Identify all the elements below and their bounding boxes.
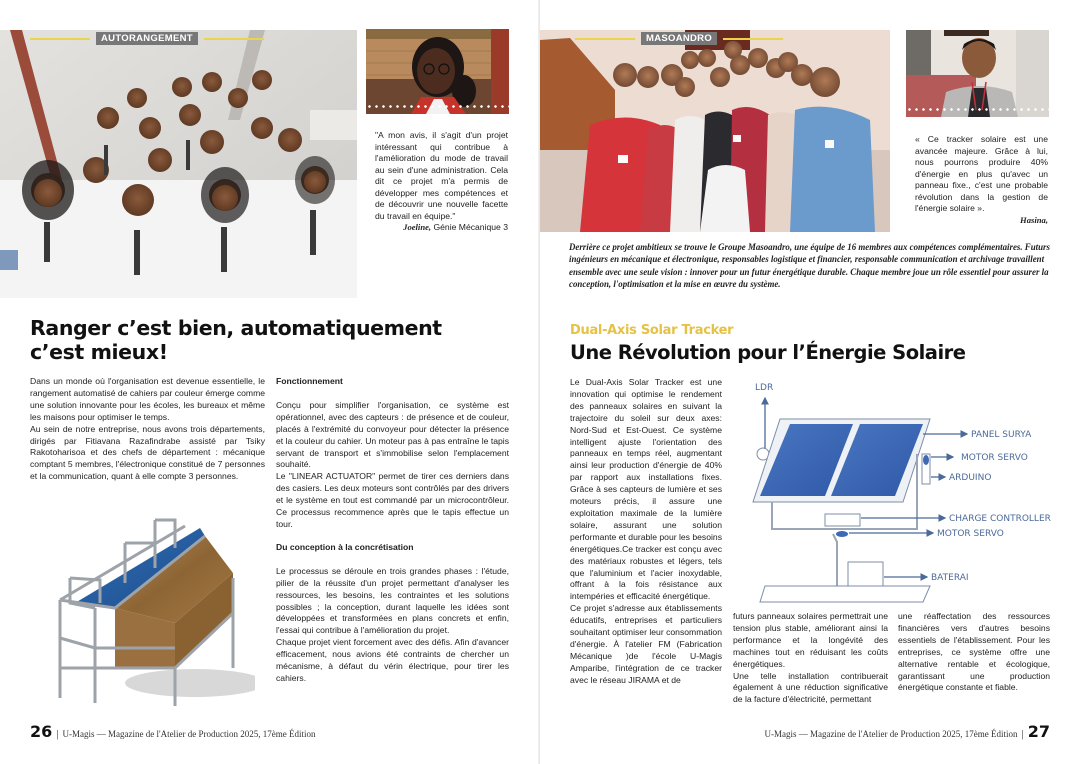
section-tag-label: MASOANDRO xyxy=(641,32,717,45)
col1-paragraph: Le Dual-Axis Solar Tracker est une innovation qui optimise le rendement des panneaux solaires en suivant la trajectoire du soleil sur deux axes: Nord-Sud et Est-Ouest. Ce système intelligent ajuste l'orientation des panneaux en temps réel, augmentant ainsi leur production d'énergie de 40% par rapport aux installations fixes. Grâce à ses capteurs de lumière et ses moteurs précis, il assure une exploitation maximale de la lumière solaire, assurant une solution performante et durable pour les besoins énergétiques.Ce tracker est conçu avec des matériaux robustes et légers, tels que l'aluminium et l'acier inoxydable, offrant à la fois résistance aux intempéries et efficacité énergétique. xyxy=(570,377,722,602)
footer-separator: | xyxy=(56,728,59,740)
section-tag-label: AUTORANGEMENT xyxy=(96,32,198,45)
author-role: Génie Mécanique 3 xyxy=(433,222,508,232)
intro-paragraph: Au sein de notre entreprise, nous avons trois départements, dirigés par Fitiavana Razafindrabe assisté par Tsiky Rakotoharisoa et des chefs de département : mécanique comptant 5 membres, l'électronique constitué de 7 personnes et la communication, quant à elle compte 3 personnes. xyxy=(30,423,265,482)
intro-column xyxy=(30,376,265,483)
article-title-left: Ranger c’est bien, automatiquement c’est mieux! xyxy=(30,316,442,364)
footer-separator: | xyxy=(1021,728,1024,740)
label-motor-servo-top: MOTOR SERVO xyxy=(961,453,1028,463)
photo-dotted-line xyxy=(906,108,1049,111)
page-number: 27 xyxy=(1027,722,1050,741)
tag-line-right xyxy=(204,38,264,40)
article-kicker: Dual-Axis Solar Tracker xyxy=(570,323,734,338)
section2-paragraph: Le processus se déroule en trois grandes phases : l'étude, pilier de la réussite d'un projet permettant d'analyser les ressources, les besoins, les contraintes et les solutions possibles ; la conception, durant laquelle les idées sont développées et transformées en plans concrets et enfin, l'essai qui contribue à l'amélioration du projet. xyxy=(276,565,509,636)
footer-text: U-Magis — Magazine de l'Atelier de Production 2025, 17ème Édition xyxy=(764,729,1018,739)
quote-text: "A mon avis, il s'agit d'un projet intéressant qui contribue à l'amélioration du mode de travail au sein d'une administration. Cela dit ce projet m'a permis de développer mes compétences et de découvrir une nouvelle facette du travail en équipe." xyxy=(375,130,508,221)
intro-paragraph: Dans un monde où l'organisation est devenue essentielle, le rangement automatisé de cahiers par couleur émerge comme une solution innovante pour les écoles, les bureaux et même les maisons pour optimiser le temps. xyxy=(30,376,266,422)
section1-paragraph: Conçu pour simplifier l'organisation, ce système est opérationnel, avec des capteurs : de présence et de couleur, placés à l'extrémité du convoyeur pour détecter la présence et la couleur du cahier. Un moteur pas à pas entraîne le tapis servant de transport et s'immobilise selon l'emplacement souhaité. xyxy=(276,399,509,470)
quote-author xyxy=(915,215,1048,227)
section-heading-fonctionnement: Fonctionnement xyxy=(276,376,343,386)
solar-tracker-diagram xyxy=(745,374,1075,604)
conveyor-3d-model xyxy=(55,508,255,708)
joeline-quote xyxy=(375,130,508,234)
joeline-portrait xyxy=(366,29,509,114)
hasina-portrait xyxy=(906,30,1049,117)
label-charge-controller: CHARGE CONTROLLER xyxy=(949,514,1051,524)
stand-base xyxy=(760,586,930,602)
col2-paragraph: futurs panneaux solaires permettrait une tension plus stable, améliorant ainsi la performance et la longévité des machines tout en réduisant les coûts énergétiques. xyxy=(733,611,888,669)
charge-controller-box xyxy=(825,514,860,526)
section2-paragraph: Chaque projet vient forcement avec des défis. Afin d'avancer efficacement, nous avions été contraints de chercher un mécanisme, à défaut du vérin électrique, pour tirer les cahiers. xyxy=(276,637,509,683)
label-panel-surya: PANEL SURYA xyxy=(971,430,1032,440)
servo-bottom xyxy=(836,531,848,537)
footer-left xyxy=(30,722,316,741)
article-title-right: Une Révolution pour l’Énergie Solaire xyxy=(570,341,966,364)
fonctionnement-column xyxy=(276,376,509,685)
tracker-column-3 xyxy=(898,611,1050,694)
servo-top xyxy=(923,455,929,465)
section-heading-conception: Du conception à la concrétisation xyxy=(276,541,414,552)
tag-line-left xyxy=(575,38,635,40)
col2-paragraph: Une telle installation contribuerait également à une réduction significative de la facture d'électricité, permettant xyxy=(733,670,888,705)
footer-text: U-Magis — Magazine de l'Atelier de Production 2025, 17ème Édition xyxy=(62,729,316,739)
team-caption: Derrière ce projet ambitieux se trouve le Groupe Masoandro, une équipe de 16 membres aux compétences complémentaires. Futurs ingénieurs en mécanique et électronique, responsables logistique et financier, responsable communication et archivage travaillent ensemble avec une seule vision : innover pour un futur énergétique durable. Chaque membre joue un rôle essentiel pour assurer la conception, l'optimisation et la mise en œuvre du système. xyxy=(569,242,1050,290)
tracker-column-2 xyxy=(733,611,888,706)
battery-box xyxy=(848,562,883,586)
label-baterai: BATERAI xyxy=(931,573,969,583)
label-motor-servo-bottom: MOTOR SERVO xyxy=(937,529,1004,539)
photo-dotted-line xyxy=(366,105,509,108)
col1-paragraph: Ce projet s'adresse aux établissements éducatifs, entreprises et particuliers souhaitant optimiser leur consommation d'énergie. À l'atelier FM (Fabrication Mécanique )de l'école U-Magis Amparibe, l'intégration de ce tracker avec le réseau JIRAMA et de xyxy=(570,603,722,685)
page-number: 26 xyxy=(30,722,53,741)
tracker-column-1 xyxy=(570,377,722,687)
stand-pole xyxy=(833,534,837,586)
tag-line-left xyxy=(30,38,90,40)
section-tag-masoandro xyxy=(575,32,783,45)
tag-line-right xyxy=(723,38,783,40)
section-tag-autorangement xyxy=(30,32,264,45)
label-arduino: ARDUINO xyxy=(949,473,992,483)
label-ldr: LDR xyxy=(755,383,774,393)
col3-paragraph: une réaffectation des ressources financières vers d'autres besoins essentiels de l'établissement. Pour les entreprises, ce système offre une alternative rentable et écologique, garantissant une production énergétique constante et fiable. xyxy=(898,611,1050,693)
masoandro-team-photo xyxy=(540,30,890,232)
quote-text: « Ce tracker solaire est une avancée majeure. Grâce à lui, nous pourrons produire 40% d'énergie en plus qu'avec un panneau fixe., c'est une probable révolution dans la gestion de l'énergie solaire ». xyxy=(915,134,1048,213)
section1-paragraph: Le "LINEAR ACTUATOR" permet de tirer ces derniers dans des casiers. Les deux moteurs sont contrôlés par des drivers et le système en tout est commandé par un microcontrôleur. Ce processus recommence après que le tapis effectue un tour. xyxy=(276,471,509,529)
author-name: Joeline, xyxy=(403,222,432,232)
footer-right xyxy=(764,722,1050,741)
author-name: Hasina, xyxy=(1020,214,1048,225)
autorangement-team-photo xyxy=(0,30,357,298)
quote-author xyxy=(375,222,508,234)
hasina-quote xyxy=(915,134,1048,226)
